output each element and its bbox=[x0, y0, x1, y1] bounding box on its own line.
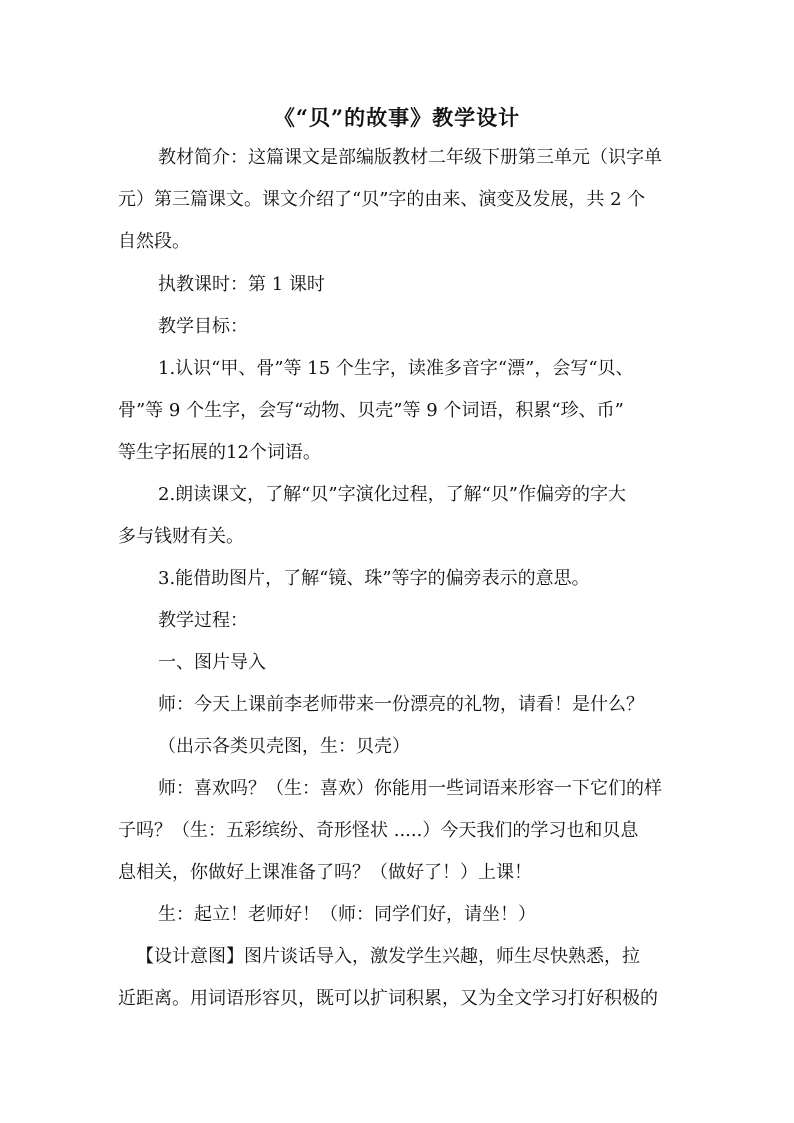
paragraph-line: 师：今天上课前李老师带来一份漂亮的礼物，请看！是什么？ bbox=[158, 694, 644, 715]
paragraph-line: 教学过程： bbox=[158, 610, 248, 631]
paragraph-line: 多与钱财有关。 bbox=[118, 526, 244, 547]
paragraph-line: 教材简介：这篇课文是部编版教材二年级下册第三单元（识字单 bbox=[158, 147, 662, 168]
paragraph-line: 3.能借助图片，了解“镜、珠”等字的偏旁表示的意思。 bbox=[158, 568, 590, 589]
paragraph-line: 1.认识“甲、骨”等 15 个生字，读准多音字“漂”，会写“贝、 bbox=[158, 358, 634, 379]
paragraph-line: 师：喜欢吗？（生：喜欢）你能用一些词语来形容一下它们的样 bbox=[158, 778, 662, 799]
paragraph-line: 等生字拓展的12个词语。 bbox=[118, 442, 321, 463]
paragraph-line: 生：起立！老师好！（师：同学们好，请坐！） bbox=[158, 904, 536, 925]
paragraph-line: 近距离。用词语形容贝，既可以扩词积累，又为全文学习打好积极的 bbox=[118, 988, 658, 1009]
paragraph-line: 子吗？（生：五彩缤纷、奇形怪状 .....）今天我们的学习也和贝息 bbox=[118, 820, 639, 841]
paragraph-line: 2.朗读课文，了解“贝”字演化过程，了解“贝”作偏旁的字大 bbox=[158, 484, 626, 505]
paragraph-line: 执教课时：第 1 课时 bbox=[158, 274, 325, 295]
paragraph-line: 一、图片导入 bbox=[158, 652, 266, 673]
paragraph-line: （出示各类贝壳图，生：贝壳） bbox=[158, 736, 410, 757]
paragraph-line: 元）第三篇课文。课文介绍了“贝”字的由来、演变及发展，共 2 个 bbox=[118, 189, 646, 210]
document-title: 《“贝”的故事》教学设计 bbox=[273, 105, 521, 130]
paragraph-line: 教学目标： bbox=[158, 316, 248, 337]
paragraph-line: 骨”等 9 个生字，会写“动物、贝壳”等 9 个词语，积累“珍、币” bbox=[118, 400, 624, 421]
paragraph-line: 【设计意图】图片谈话导入，激发学生兴趣，师生尽快熟悉，拉 bbox=[136, 946, 640, 967]
paragraph-line: 自然段。 bbox=[118, 231, 190, 252]
paragraph-line: 息相关，你做好上课准备了吗？（做好了！）上课！ bbox=[118, 862, 532, 883]
